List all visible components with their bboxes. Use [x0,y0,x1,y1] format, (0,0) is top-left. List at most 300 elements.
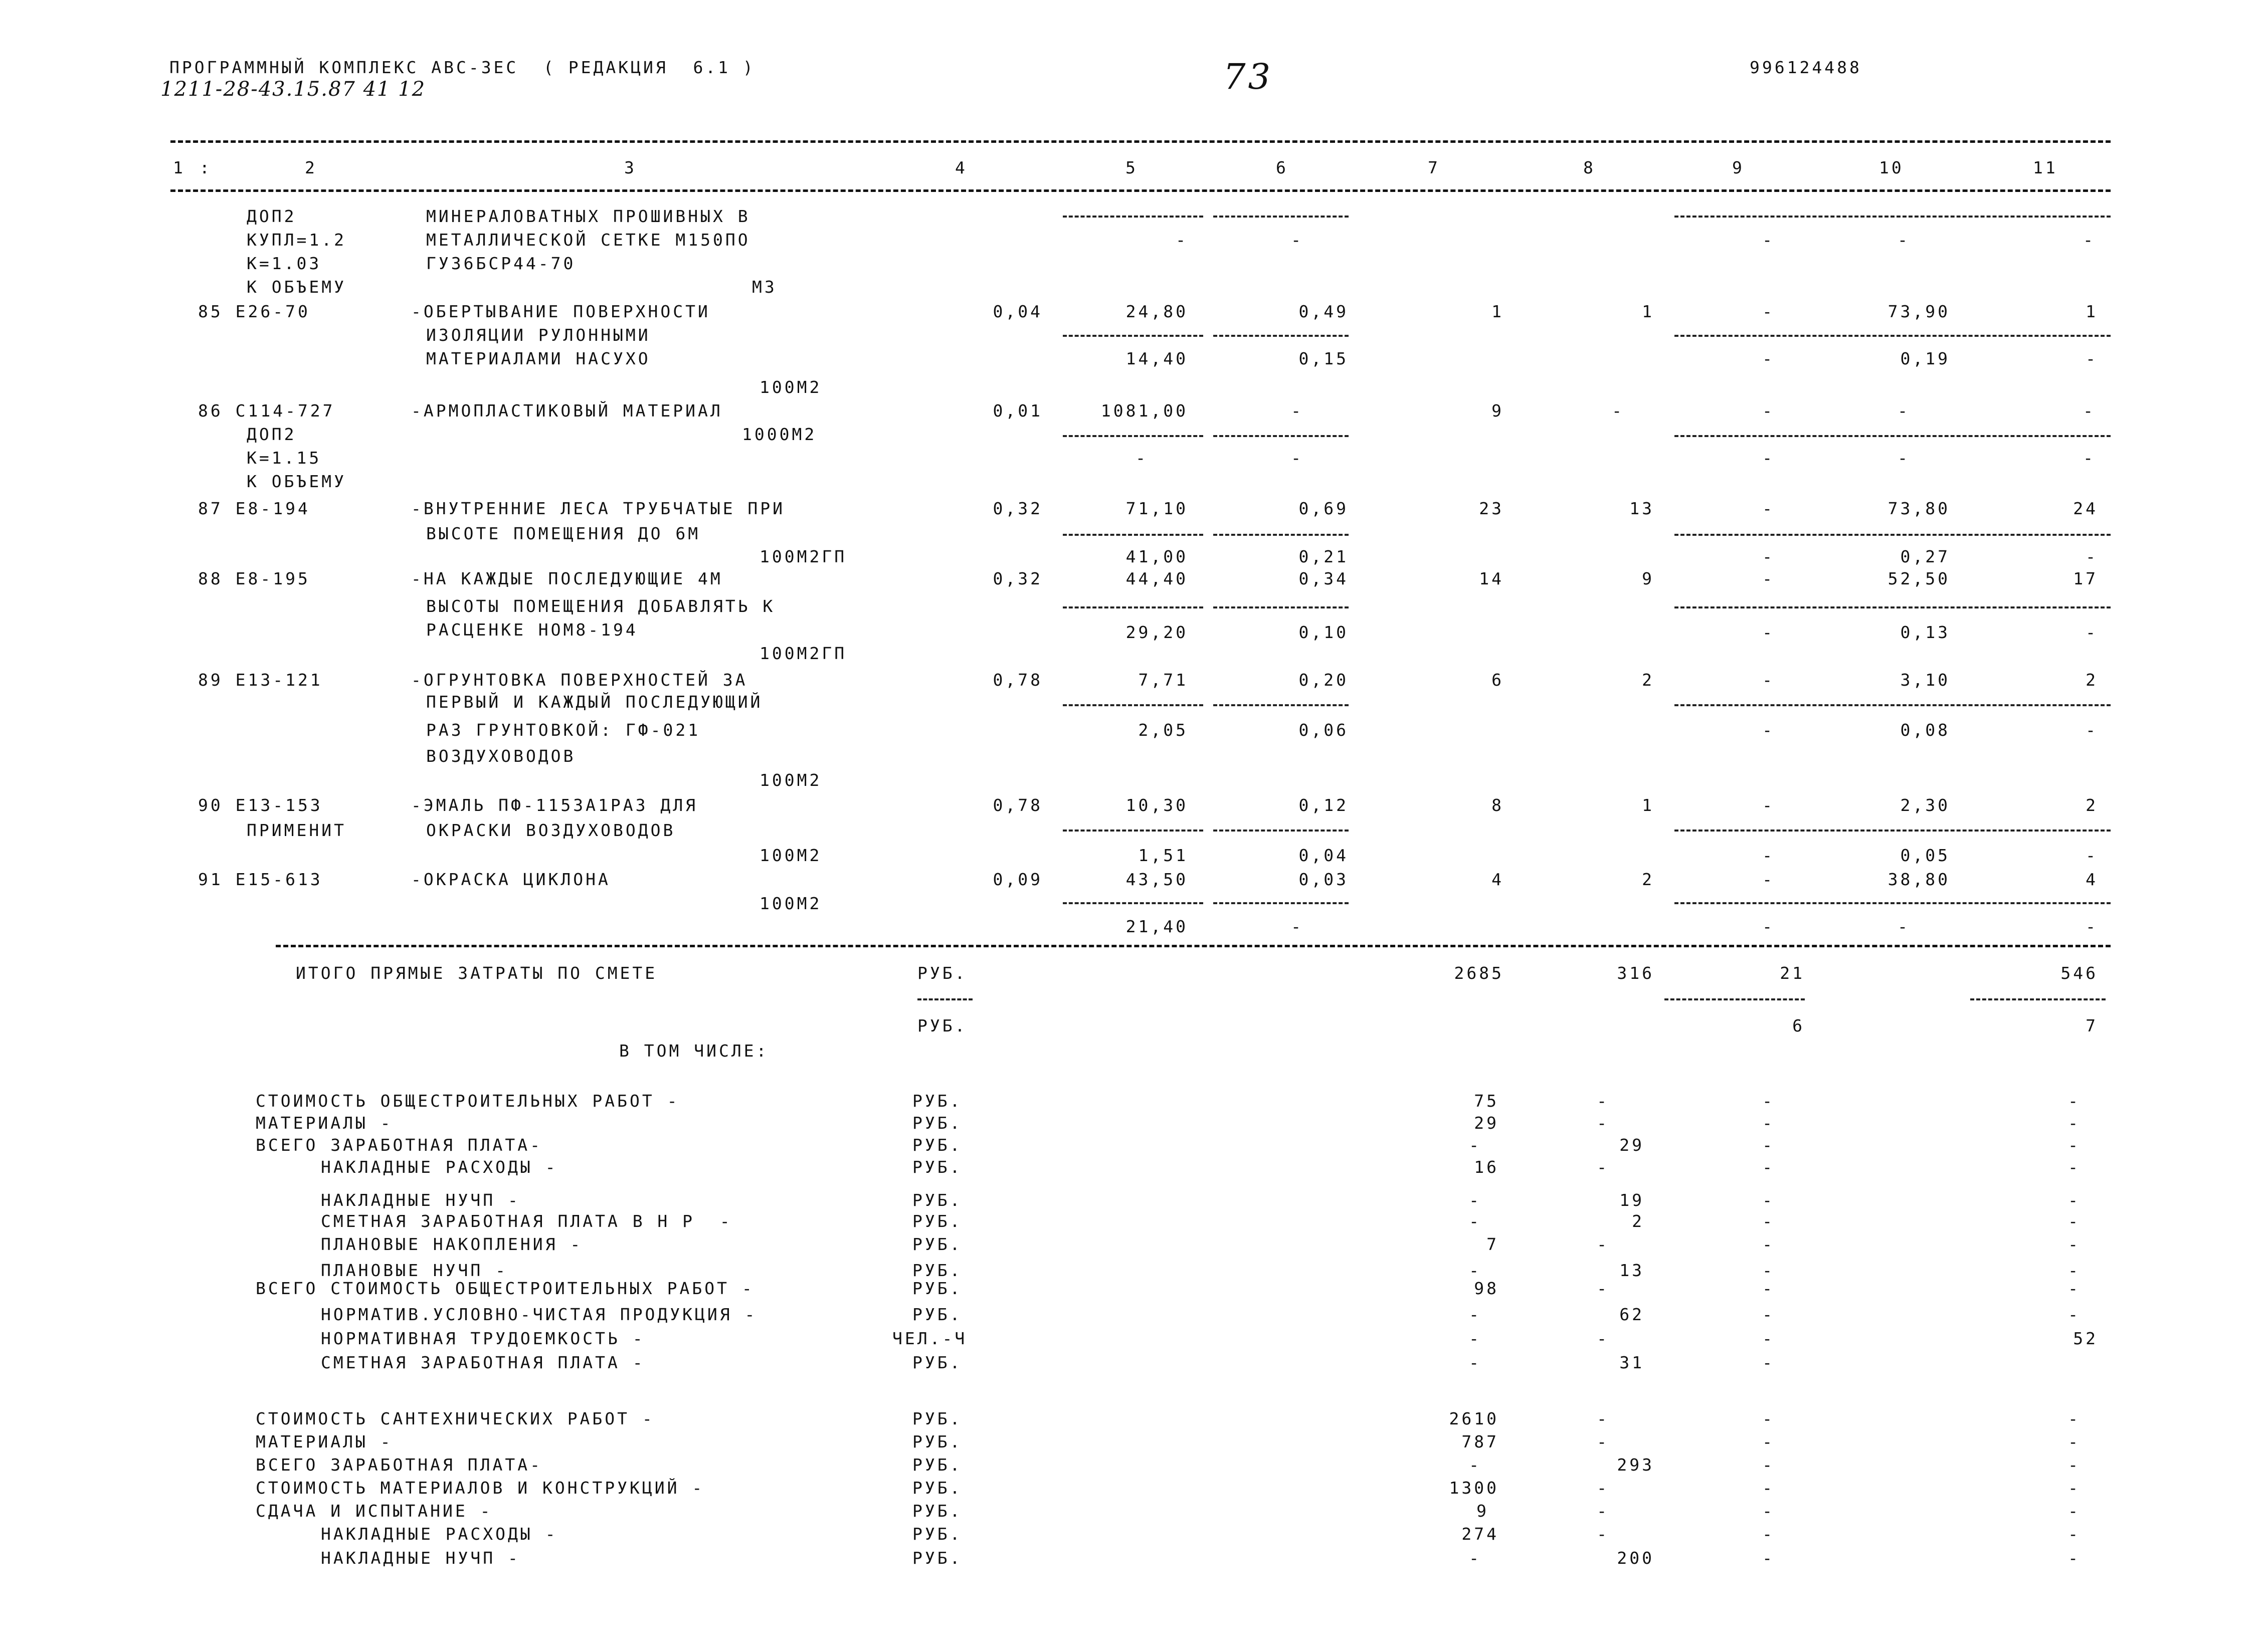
cell-c11: 4 [2086,870,2098,889]
cell-c10: 0,08 [1900,720,1950,740]
breakdown-unit: РУБ. [912,1157,963,1177]
cell-c5: 44,40 [1125,569,1188,588]
breakdown-c7: 787 [1461,1432,1499,1452]
breakdown-unit: РУБ. [912,1234,963,1254]
breakdown-c11: - [2068,1432,2081,1452]
breakdown-label: ВСЕГО ЗАРАБОТНАЯ ПЛАТА- [256,1135,542,1155]
row-code: К ОБЪЕМУ [247,277,346,297]
cell-c11: - [2083,448,2096,468]
subtotal-rule [1213,830,1349,832]
subtotal-rule [1063,902,1203,904]
subtotal-rule [1674,830,2111,832]
breakdown-c11: - [2068,1261,2081,1280]
program-title: ПРОГРАММНЫЙ КОМПЛЕКС АВС-ЗЕС ( РЕДАКЦИЯ 6.1 ) [169,58,756,77]
cell-c9: - [1762,870,1775,889]
cell-c9: - [1762,846,1775,865]
breakdown-c11: - [2068,1548,2081,1568]
breakdown-c7: 2610 [1449,1409,1499,1428]
page-number: 73 [1223,56,1273,97]
cell-c9: - [1762,401,1775,421]
cell-c11: - [2086,623,2098,642]
subtotal-rule [1674,435,2111,437]
cell-c7: 4 [1491,870,1504,889]
breakdown-c9: - [1762,1501,1775,1521]
subtotal-rule [1674,704,2111,706]
totals-c8: 316 [1617,963,1654,983]
breakdown-unit: РУБ. [912,1113,963,1133]
cell-c11: - [2086,349,2098,368]
cell-c11: - [2083,401,2096,421]
breakdown-c8: - [1597,1091,1609,1111]
row-unit: 100М2 [760,770,822,790]
cell-c7: 8 [1491,795,1504,815]
row-description: ВЫСОТЫ ПОМЕЩЕНИЯ ДОБАВЛЯТЬ К [426,596,776,616]
cell-c6: 0,15 [1298,349,1349,368]
cell-c10: 52,50 [1888,569,1950,588]
col-1: 1 [173,158,185,177]
cell-c9: - [1762,720,1775,740]
col-5: 5 [1125,158,1138,177]
subtotal-rule [1674,216,2111,218]
row-description: -ОКРАСКА ЦИКЛОНА [411,870,611,889]
cell-c4: 0,78 [993,795,1043,815]
cell-c6: - [1291,401,1303,421]
totals-c11: 7 [2086,1016,2098,1036]
row-code: ДОП2 [247,207,297,226]
breakdown-label: СТОИМОСТЬ МАТЕРИАЛОВ И КОНСТРУКЦИЙ - [256,1478,705,1498]
cell-c11: 2 [2086,795,2098,815]
breakdown-c7: - [1469,1211,1481,1231]
breakdown-c8: - [1597,1524,1609,1544]
breakdown-c9: - [1762,1211,1775,1231]
subtotal-rule [1213,704,1349,706]
col-9: 9 [1732,158,1745,177]
cell-c11: - [2086,720,2098,740]
row-description: -АРМОПЛАСТИКОВЫЙ МАТЕРИАЛ [411,401,723,421]
cell-c11: 24 [2073,499,2098,518]
subtotal-rule [1213,216,1349,218]
subtotal-rule [1674,534,2111,536]
breakdown-c9: - [1762,1157,1775,1177]
cell-c4: 0,09 [993,870,1043,889]
breakdown-label: ПЛАНОВЫЕ НАКОПЛЕНИЯ - [321,1234,583,1254]
cell-c6: 0,03 [1298,870,1349,889]
cell-c8: 2 [1642,870,1654,889]
breakdown-label: НАКЛАДНЫЕ НУЧП - [321,1548,520,1568]
breakdown-c7: 1300 [1449,1478,1499,1498]
breakdown-c8: 200 [1617,1548,1654,1568]
cell-c8: 13 [1629,499,1654,518]
row-description: ИЗОЛЯЦИИ РУЛОННЫМИ [426,325,651,345]
cell-c9: - [1762,448,1775,468]
breakdown-c9: - [1762,1478,1775,1498]
breakdown-unit: РУБ. [912,1548,963,1568]
breakdown-c7: - [1469,1353,1481,1372]
totals-c9: 21 [1780,963,1805,983]
cell-c6: 0,12 [1298,795,1349,815]
header-top-rule [170,140,2111,143]
cell-c10: 73,80 [1888,499,1950,518]
breakdown-c8: 29 [1619,1135,1644,1155]
cell-c5: 1,51 [1138,846,1188,865]
subtotal-rule [1213,902,1349,904]
breakdown-unit: РУБ. [912,1524,963,1544]
cell-c8: - [1612,401,1624,421]
subtotal-rule [1213,335,1349,337]
breakdown-c8: - [1597,1432,1609,1452]
cell-c9: - [1762,670,1775,690]
breakdown-c8: - [1597,1478,1609,1498]
breakdown-c11: 52 [2073,1329,2098,1348]
row-description: РАЗ ГРУНТОВКОЙ: ГФ-021 [426,720,701,740]
breakdown-c9: - [1762,1113,1775,1133]
totals-label: ИТОГО ПРЯМЫЕ ЗАТРАТЫ ПО СМЕТЕ [296,963,658,983]
breakdown-c8: 13 [1619,1261,1644,1280]
subtotal-rule [1063,435,1203,437]
breakdown-c9: - [1762,1409,1775,1428]
cell-c6: - [1291,230,1303,250]
row-number-code: 85 Е26-70 [198,302,310,321]
breakdown-c9: - [1762,1234,1775,1254]
row-description: МЕТАЛЛИЧЕСКОЙ СЕТКЕ М150ПО [426,230,750,250]
cell-c6: 0,49 [1298,302,1349,321]
cell-c5: 21,40 [1125,917,1188,936]
subtotal-rule [1213,435,1349,437]
row-description: -ЭМАЛЬ ПФ-115ЗА1РАЗ ДЛЯ [411,795,698,815]
breakdown-c9: - [1762,1261,1775,1280]
row-description: -НА КАЖДЫЕ ПОСЛЕДУЮЩИЕ 4М [411,569,723,588]
col-7: 7 [1428,158,1440,177]
breakdown-unit: РУБ. [912,1261,963,1280]
breakdown-c9: - [1762,1135,1775,1155]
breakdown-c11: - [2068,1501,2081,1521]
subtotal-rule [1063,704,1203,706]
cell-c5: 41,00 [1125,547,1188,566]
breakdown-c9: - [1762,1524,1775,1544]
subtotal-rule [917,998,973,1000]
cell-c4: 0,78 [993,670,1043,690]
row-description: ОКРАСКИ ВОЗДУХОВОДОВ [426,820,676,840]
row-number-code: 89 Е13-121 [198,670,323,690]
breakdown-c8: 31 [1619,1353,1644,1372]
breakdown-label: ВСЕГО СТОИМОСТЬ ОБЩЕСТРОИТЕЛЬНЫХ РАБОТ - [256,1279,755,1298]
col-2: 2 [305,158,317,177]
cell-c9: - [1762,547,1775,566]
breakdown-unit: РУБ. [912,1353,963,1372]
breakdown-unit: РУБ. [912,1135,963,1155]
handwritten-reference: 1211-28-43.15.87 41 12 [160,78,426,101]
cell-c8: 2 [1642,670,1654,690]
breakdown-label: СТОИМОСТЬ САНТЕХНИЧЕСКИХ РАБОТ - [256,1409,655,1428]
cell-c10: - [1898,448,1910,468]
cell-c10: 0,13 [1900,623,1950,642]
cell-c5: 14,40 [1125,349,1188,368]
cell-c9: - [1762,230,1775,250]
cell-c10: 0,05 [1900,846,1950,865]
cell-c10: 38,80 [1888,870,1950,889]
cell-c9: - [1762,917,1775,936]
col-10: 10 [1879,158,1904,177]
cell-c7: 1 [1491,302,1504,321]
row-description: -ОГРУНТОВКА ПОВЕРХНОСТЕЙ ЗА [411,670,748,690]
subtotal-rule [1664,998,1805,1000]
cell-c5: 71,10 [1125,499,1188,518]
breakdown-unit: ЧЕЛ.-Ч [892,1329,968,1348]
row-code: ДОП2 [247,425,297,444]
row-code: К=1.15 [247,448,322,468]
cell-c10: 0,19 [1900,349,1950,368]
cell-c9: - [1762,569,1775,588]
header-bottom-rule [170,189,2111,192]
breakdown-unit: РУБ. [912,1478,963,1498]
cell-c11: - [2083,230,2096,250]
breakdown-c8: 293 [1617,1455,1654,1475]
breakdown-c11: - [2068,1234,2081,1254]
row-number-code: 86 С114-727 [198,401,335,421]
breakdown-c11: - [2068,1113,2081,1133]
cell-c4: 0,32 [993,569,1043,588]
row-code: К ОБЪЕМУ [247,472,346,491]
cell-c11: - [2086,917,2098,936]
breakdown-label: СМЕТНАЯ ЗАРАБОТНАЯ ПЛАТА В Н Р - [321,1211,732,1231]
row-code: К=1.03 [247,254,322,273]
breakdown-label: СМЕТНАЯ ЗАРАБОТНАЯ ПЛАТА - [321,1353,645,1372]
subtotal-rule [1063,830,1203,832]
cell-c6: 0,21 [1298,547,1349,566]
breakdown-label: НАКЛАДНЫЕ РАСХОДЫ - [321,1157,558,1177]
breakdown-unit: РУБ. [912,1305,963,1324]
row-description: ВОЗДУХОВОДОВ [426,746,576,766]
cell-c5: - [1136,448,1148,468]
breakdown-c8: 2 [1632,1211,1644,1231]
row-unit: 1000М2 [742,425,817,444]
cell-c9: - [1762,795,1775,815]
subtotal-rule [1674,902,2111,904]
breakdown-c7: - [1469,1455,1481,1475]
breakdown-label: НОРМАТИВ.УСЛОВНО-ЧИСТАЯ ПРОДУКЦИЯ - [321,1305,758,1324]
cell-c4: 0,04 [993,302,1043,321]
cell-c10: 2,30 [1900,795,1950,815]
breakdown-c7: 7 [1486,1234,1499,1254]
breakdown-c7: - [1469,1329,1481,1348]
subtotal-rule [1063,216,1203,218]
breakdown-c9: - [1762,1353,1775,1372]
cell-c11: 1 [2086,302,2098,321]
breakdown-c9: - [1762,1305,1775,1324]
row-number-code: 91 Е15-613 [198,870,323,889]
cell-c6: 0,34 [1298,569,1349,588]
totals-rule [276,945,2111,947]
subtotal-rule [1213,606,1349,608]
breakdown-c7: 16 [1474,1157,1499,1177]
cell-c9: - [1762,623,1775,642]
breakdown-c9: - [1762,1432,1775,1452]
subtotal-rule [1970,998,2106,1000]
breakdown-c11: - [2068,1135,2081,1155]
breakdown-c11: - [2068,1091,2081,1111]
breakdown-c8: - [1597,1234,1609,1254]
breakdown-unit: РУБ. [912,1279,963,1298]
cell-c5: 2,05 [1138,720,1188,740]
cell-c5: - [1176,230,1188,250]
cell-c9: - [1762,302,1775,321]
cell-c5: 1081,00 [1100,401,1188,421]
breakdown-c9: - [1762,1455,1775,1475]
breakdown-c9: - [1762,1548,1775,1568]
cell-c6: - [1291,917,1303,936]
col-sep: : [200,158,212,177]
cell-c7: 9 [1491,401,1504,421]
cell-c5: 43,50 [1125,870,1188,889]
cell-c11: - [2086,846,2098,865]
cell-c11: 2 [2086,670,2098,690]
subtotal-rule [1674,335,2111,337]
breakdown-c7: 29 [1474,1113,1499,1133]
breakdown-c9: - [1762,1329,1775,1348]
totals-c9: 6 [1792,1016,1805,1036]
cell-c4: 0,01 [993,401,1043,421]
breakdown-label: НАКЛАДНЫЕ НУЧП - [321,1190,520,1210]
col-4: 4 [955,158,968,177]
row-unit: 100М2 [760,377,822,397]
cell-c7: 23 [1479,499,1504,518]
breakdown-c7: 9 [1476,1501,1489,1521]
subtotal-rule [1063,606,1203,608]
breakdown-c9: - [1762,1091,1775,1111]
cell-c10: - [1898,401,1910,421]
row-unit: М3 [752,277,777,297]
breakdown-label: МАТЕРИАЛЫ - [256,1432,393,1452]
cell-c6: 0,10 [1298,623,1349,642]
breakdown-c9: - [1762,1190,1775,1210]
breakdown-c7: - [1469,1548,1481,1568]
cell-c5: 10,30 [1125,795,1188,815]
breakdown-label: МАТЕРИАЛЫ - [256,1113,393,1133]
col-8: 8 [1583,158,1596,177]
breakdown-unit: РУБ. [912,1091,963,1111]
breakdown-c11: - [2068,1190,2081,1210]
row-description: ПЕРВЫЙ И КАЖДЫЙ ПОСЛЕДУЮЩИЙ [426,692,763,712]
row-number-code: 90 Е13-153 [198,795,323,815]
col-6: 6 [1276,158,1288,177]
breakdown-c11: - [2068,1305,2081,1324]
cell-c4: 0,32 [993,499,1043,518]
cell-c5: 29,20 [1125,623,1188,642]
subtotal-rule [1063,534,1203,536]
cell-c6: - [1291,448,1303,468]
cell-c9: - [1762,349,1775,368]
breakdown-c9: - [1762,1279,1775,1298]
breakdown-label: ВСЕГО ЗАРАБОТНАЯ ПЛАТА- [256,1455,542,1475]
including-heading: В ТОМ ЧИСЛЕ: [619,1041,769,1061]
cell-c8: 9 [1642,569,1654,588]
row-unit: 100М2 [760,894,822,913]
row-description: РАСЦЕНКЕ НОМ8-194 [426,620,638,640]
row-description: МИНЕРАЛОВАТНЫХ ПРОШИВНЫХ В [426,207,750,226]
breakdown-c8: - [1597,1329,1609,1348]
breakdown-label: НАКЛАДНЫЕ РАСХОДЫ - [321,1524,558,1544]
breakdown-c11: - [2068,1524,2081,1544]
row-unit: 100М2ГП [760,547,847,566]
row-description: ГУ36БСР44-70 [426,254,576,273]
cell-c5: 24,80 [1125,302,1188,321]
cell-c11: - [2086,547,2098,566]
breakdown-c11: - [2068,1409,2081,1428]
cell-c10: - [1898,917,1910,936]
breakdown-c8: 62 [1619,1305,1644,1324]
breakdown-c11: - [2068,1455,2081,1475]
breakdown-label: ПЛАНОВЫЕ НУЧП - [321,1261,508,1280]
breakdown-c7: - [1469,1135,1481,1155]
breakdown-c8: - [1597,1113,1609,1133]
row-unit: 100М2ГП [760,644,847,663]
breakdown-c11: - [2068,1478,2081,1498]
subtotal-rule [1213,534,1349,536]
row-description: -ВНУТРЕННИЕ ЛЕСА ТРУБЧАТЫЕ ПРИ [411,499,786,518]
row-description: -ОБЕРТЫВАНИЕ ПОВЕРХНОСТИ [411,302,710,321]
document-code: 996124488 [1750,58,1862,77]
cell-c7: 6 [1491,670,1504,690]
totals-c7: 2685 [1454,963,1504,983]
subtotal-rule [1063,335,1203,337]
cell-c8: 1 [1642,302,1654,321]
cell-c10: 73,90 [1888,302,1950,321]
cell-c7: 14 [1479,569,1504,588]
cell-c6: 0,06 [1298,720,1349,740]
breakdown-unit: РУБ. [912,1455,963,1475]
col-3: 3 [624,158,637,177]
breakdown-c8: - [1597,1279,1609,1298]
breakdown-unit: РУБ. [912,1409,963,1428]
row-description: МАТЕРИАЛАМИ НАСУХО [426,349,651,368]
totals-unit: РУБ. [917,1016,968,1036]
breakdown-c7: - [1469,1305,1481,1324]
breakdown-unit: РУБ. [912,1190,963,1210]
breakdown-c8: - [1597,1157,1609,1177]
subtotal-rule [1674,606,2111,608]
breakdown-label: СТОИМОСТЬ ОБЩЕСТРОИТЕЛЬНЫХ РАБОТ - [256,1091,680,1111]
breakdown-c7: 75 [1474,1091,1499,1111]
cell-c8: 1 [1642,795,1654,815]
breakdown-c7: - [1469,1190,1481,1210]
breakdown-c11: - [2068,1211,2081,1231]
breakdown-unit: РУБ. [912,1211,963,1231]
cell-c9: - [1762,499,1775,518]
cell-c11: 17 [2073,569,2098,588]
cell-c10: 3,10 [1900,670,1950,690]
cell-c5: 7,71 [1138,670,1188,690]
row-unit: 100М2 [760,846,822,865]
row-number-code: 87 Е8-194 [198,499,310,518]
breakdown-label: НОРМАТИВНАЯ ТРУДОЕМКОСТЬ - [321,1329,645,1348]
cell-c10: 0,27 [1900,547,1950,566]
breakdown-c7: 274 [1461,1524,1499,1544]
row-number-code: 88 Е8-195 [198,569,310,588]
breakdown-c11: - [2068,1279,2081,1298]
breakdown-c7: - [1469,1261,1481,1280]
col-11: 11 [2033,158,2058,177]
breakdown-c7: 98 [1474,1279,1499,1298]
totals-c11: 546 [2060,963,2098,983]
breakdown-unit: РУБ. [912,1501,963,1521]
row-code: КУПЛ=1.2 [247,230,346,250]
row-description: ВЫСОТЕ ПОМЕЩЕНИЯ ДО 6М [426,524,701,543]
cell-c6: 0,20 [1298,670,1349,690]
cell-c6: 0,04 [1298,846,1349,865]
breakdown-c8: - [1597,1501,1609,1521]
breakdown-c8: 19 [1619,1190,1644,1210]
breakdown-c8: - [1597,1409,1609,1428]
